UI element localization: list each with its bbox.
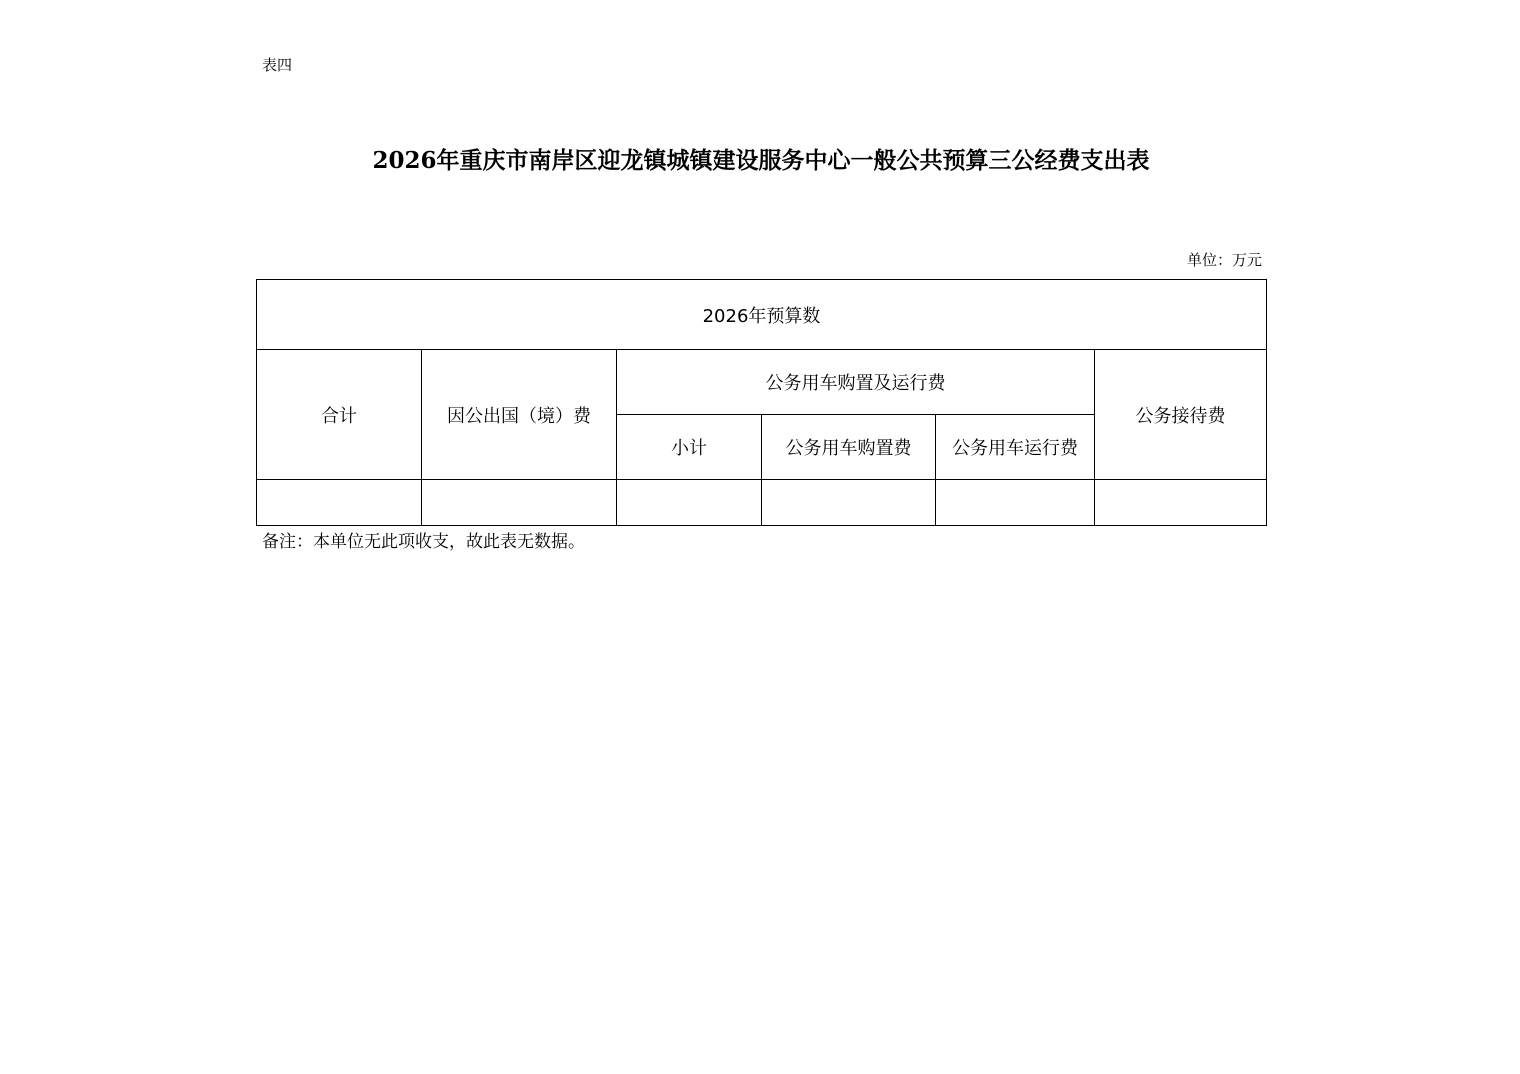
cell-vehicle-purchase bbox=[762, 480, 936, 526]
table-row bbox=[257, 480, 1267, 526]
header-vehicle-group: 公务用车购置及运行费 bbox=[617, 350, 1095, 415]
header-total: 合计 bbox=[257, 350, 422, 480]
header-budget-year: 2026年预算数 bbox=[257, 280, 1267, 350]
table-number-label: 表四 bbox=[262, 56, 293, 74]
header-vehicle-purchase: 公务用车购置费 bbox=[762, 415, 936, 480]
budget-table bbox=[256, 279, 1267, 526]
cell-vehicle-operation bbox=[936, 480, 1095, 526]
page-title: 2026年重庆市南岸区迎龙镇城镇建设服务中心一般公共预算三公经费支出表 bbox=[372, 147, 1150, 174]
cell-reception bbox=[1095, 480, 1267, 526]
header-overseas: 因公出国（境）费 bbox=[422, 350, 617, 480]
header-vehicle-operation: 公务用车运行费 bbox=[936, 415, 1095, 480]
header-row-top bbox=[257, 280, 1267, 350]
cell-overseas bbox=[422, 480, 617, 526]
cell-vehicle-subtotal bbox=[617, 480, 762, 526]
header-reception: 公务接待费 bbox=[1095, 350, 1267, 480]
unit-label: 单位：万元 bbox=[1186, 251, 1262, 269]
footnote: 备注：本单位无此项收支，故此表无数据。 bbox=[262, 532, 585, 552]
header-row-main bbox=[257, 350, 1267, 415]
cell-total bbox=[257, 480, 422, 526]
header-vehicle-subtotal: 小计 bbox=[617, 415, 762, 480]
